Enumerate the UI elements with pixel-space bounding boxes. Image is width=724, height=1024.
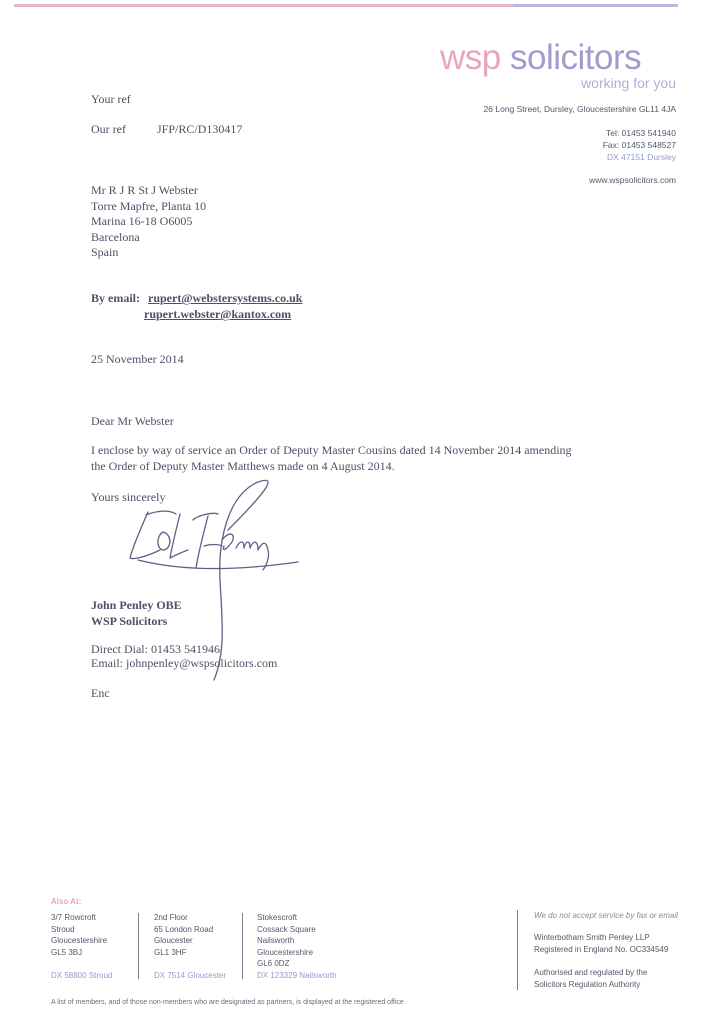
- firm-fax: Fax: 01453 548527: [602, 140, 676, 150]
- recipient-line: Marina 16-18 O6005: [91, 214, 193, 228]
- also-at-label: Also At:: [51, 897, 82, 906]
- closing: Yours sincerely: [91, 490, 166, 504]
- office-line: GL1 3HF: [154, 947, 187, 957]
- sra-line-1: Authorised and regulated by the: [534, 968, 648, 977]
- llp-name: Winterbotham Smith Penley LLP: [534, 933, 650, 942]
- logo-tagline: working for you: [581, 75, 676, 91]
- logo-wsp: wsp: [440, 38, 501, 77]
- office-nailsworth-dx: DX 123329 Nailsworth: [257, 971, 337, 980]
- office-gloucester-dx: DX 7514 Gloucester: [154, 971, 227, 980]
- recipient-line: Torre Mapfre, Planta 10: [91, 198, 207, 213]
- office-stroud: [51, 912, 107, 958]
- direct-dial: Direct Dial: 01453 541946: [91, 642, 220, 656]
- logo-solicitors: solicitors: [509, 38, 642, 77]
- our-ref-label: Our ref: [91, 122, 126, 136]
- office-line: Cossack Square: [257, 924, 316, 934]
- members-note: A list of members, and of those non-members who are designated as partners, is displayed at the registered office: [51, 999, 404, 1006]
- recipient-address: [91, 183, 206, 261]
- top-colour-bar: [14, 4, 678, 7]
- office-line: Gloucestershire: [257, 947, 314, 957]
- office-line: 65 London Road: [154, 924, 214, 934]
- signer-email[interactable]: Email: johnpenley@wspsolicitors.com: [91, 656, 278, 670]
- firm-dx: DX 47151 Dursley: [607, 152, 676, 162]
- firm-logo: [440, 38, 641, 78]
- office-nailsworth: [257, 912, 316, 970]
- recipient-line: Mr R J R St J Webster: [91, 183, 198, 197]
- letter-date: 25 November 2014: [91, 352, 184, 366]
- no-fax-notice: We do not accept service by fax or email: [534, 911, 678, 920]
- firm-website: www.wspsolicitors.com: [589, 175, 676, 185]
- salutation: Dear Mr Webster: [91, 414, 174, 428]
- footer-divider: [138, 913, 139, 979]
- office-line: Gloucestershire: [51, 936, 108, 945]
- email-link-1[interactable]: rupert@webstersystems.co.uk: [148, 291, 303, 305]
- signer-name: John Penley OBE: [91, 598, 182, 612]
- recipient-line: Spain: [91, 245, 119, 259]
- office-stroud-dx: DX 58800 Stroud: [51, 971, 113, 980]
- office-line: Gloucester: [154, 936, 193, 945]
- by-email-label: By email:: [91, 291, 140, 305]
- office-gloucester: [154, 912, 213, 958]
- your-ref-label: Your ref: [91, 92, 131, 106]
- office-line: 2nd Floor: [154, 913, 188, 922]
- office-line: GL6 0DZ: [257, 959, 290, 968]
- email-link-2[interactable]: rupert.webster@kantox.com: [144, 307, 292, 321]
- llp-registration: Registered in England No. OC334549: [534, 945, 669, 954]
- our-ref-value: JFP/RC/D130417: [157, 122, 243, 136]
- office-line: Stokescroft: [257, 913, 298, 922]
- firm-address: 26 Long Street, Dursley, Gloucestershire GL11 4JA: [483, 104, 676, 114]
- signer-firm: WSP Solicitors: [91, 614, 168, 628]
- recipient-line: Barcelona: [91, 229, 140, 244]
- office-line: Stroud: [51, 924, 75, 934]
- body-line-2: the Order of Deputy Master Matthews made on 4 August 2014.: [91, 459, 395, 473]
- body-line-1: I enclose by way of service an Order of Deputy Master Cousins dated 14 November 2014 amending: [91, 443, 572, 457]
- sra-line-2: Solicitors Regulation Authority: [534, 980, 641, 989]
- office-line: 3/7 Rowcroft: [51, 913, 96, 922]
- enclosure: Enc: [91, 686, 110, 700]
- office-line: Nailsworth: [257, 936, 295, 945]
- office-line: GL5 3BJ: [51, 947, 83, 957]
- footer-divider: [517, 910, 518, 990]
- footer-divider: [242, 913, 243, 979]
- firm-tel: Tel: 01453 541940: [606, 128, 676, 138]
